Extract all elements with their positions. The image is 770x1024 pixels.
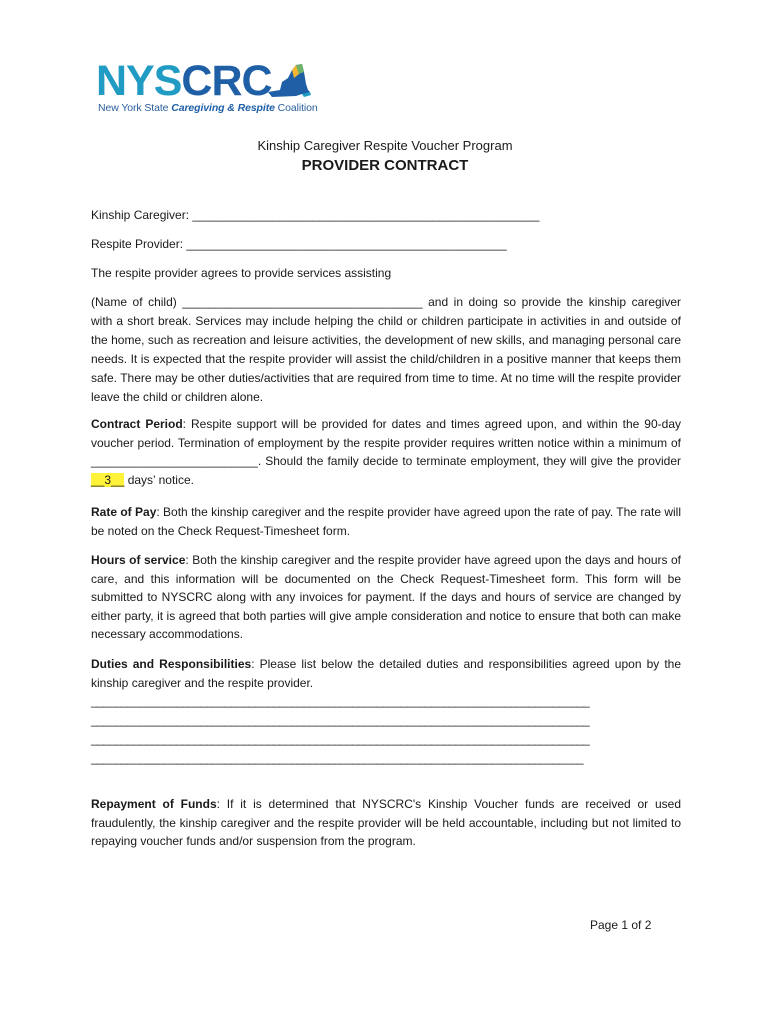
page-title: PROVIDER CONTRACT	[301, 157, 469, 174]
contract-period-text: : Respite support will be provided for dates and times agreed upon, and within the 90-day voucher period. Termination of employment by the respite provider requires written notice within a minimum of _________________________. Should the family decide to terminate employment, they will give the provider	[91, 417, 682, 468]
child-name-paragraph: (Name of child) ____________________________________ and in doing so provide the kinship caregiver with a short break. Services may include helping the child or children participate in activities in and outside of the home, such as recreation and leisure activities, the development of new skills, and managing personal care needs. It is expected that the respite provider will assist the child/children in a positive manner that keeps them safe. There may be other duties/activities that are required from time to time. At no time will the respite provider leave the child or children alone.	[91, 295, 681, 404]
duties-text: : Please list below the detailed duties and responsibilities agreed upon by the kinship caregiver and the respite provider.	[91, 657, 681, 690]
duties-section	[91, 655, 681, 692]
repayment-heading: Repayment of Funds	[91, 797, 217, 811]
rate-of-pay-section	[91, 503, 681, 540]
page-number: Page 1 of 2	[590, 918, 652, 932]
repayment-section	[91, 795, 681, 851]
logo-tagline: New York State Caregiving & Respite Coalition	[98, 102, 318, 114]
program-name: Kinship Caregiver Respite Voucher Program	[257, 138, 513, 153]
contract-period-heading: Contract Period	[91, 417, 183, 431]
rate-of-pay-text: : Both the kinship caregiver and the respite provider have agreed upon the rate of pay. The rate will be noted on the Check Request-Timesheet form.	[91, 505, 681, 538]
logo-crc: CRC	[181, 57, 272, 105]
notice-days-field[interactable]: __3__	[91, 472, 125, 487]
kinship-caregiver-field[interactable]: Kinship Caregiver: ____________________________________________________	[91, 208, 540, 222]
duties-heading: Duties and Responsibilities	[91, 657, 252, 671]
new-york-state-icon	[266, 62, 312, 100]
hours-of-service-section	[91, 551, 681, 644]
duties-line-1[interactable]: __________________________________________________________________________________	[91, 694, 590, 708]
respite-provider-field[interactable]: Respite Provider: ________________________________________________	[91, 237, 507, 251]
duties-line-2[interactable]: __________________________________________________________________________________	[91, 713, 590, 727]
contract-period-text-end: days’ notice.	[124, 472, 194, 487]
repayment-text: : If it is determined that NYSCRC's Kinship Voucher funds are received or used fraudulently, the kinship caregiver and the respite provider will be held accountable, including but not limited to repaying voucher funds and/or suspension from the program.	[91, 797, 681, 848]
contract-period-section	[91, 415, 681, 489]
rate-of-pay-heading: Rate of Pay	[91, 505, 157, 519]
logo-wordmark	[96, 58, 272, 104]
hours-of-service-heading: Hours of service	[91, 553, 186, 567]
hours-of-service-text: : Both the kinship caregiver and the respite provider have agreed upon the days and hours of care, and this information will be documented on the Check Request-Timesheet form. This form will be submitted to NYSCRC along with any invoices for payment. If the days and hours of service are changed by either party, it is agreed that both parties will give ample consideration and notice to ensure that both can make necessary accommodations.	[91, 553, 681, 641]
assisting-statement: The respite provider agrees to provide services assisting	[91, 266, 392, 280]
logo-ny: NYS	[96, 57, 182, 105]
duties-line-4[interactable]: _________________________________________________________________________________	[91, 751, 583, 765]
duties-line-3[interactable]: __________________________________________________________________________________	[91, 732, 590, 746]
nyscrc-logo	[96, 58, 316, 120]
